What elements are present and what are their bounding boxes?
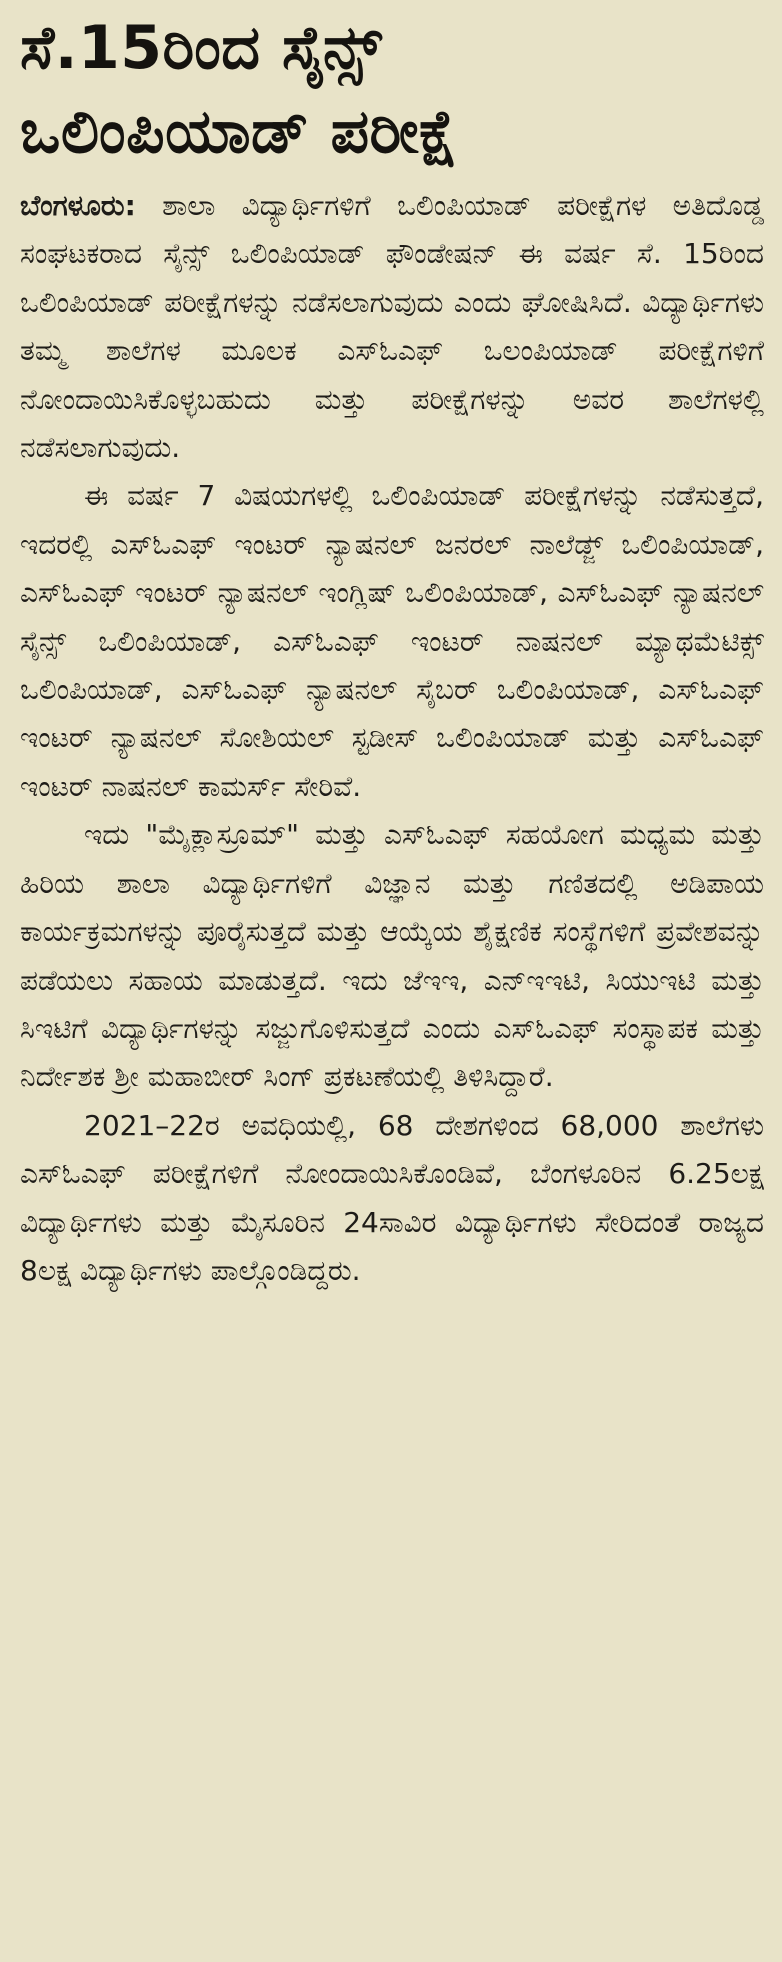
dateline: ಬೆಂಗಳೂರು: bbox=[20, 189, 136, 222]
headline-line-1: ಸೆ.15ರಿಂದ ಸೈನ್ಸ್ bbox=[20, 13, 383, 83]
paragraph-1 bbox=[20, 182, 764, 472]
paragraph-3: ಇದು "ಮೈಕ್ಲಾಸ್ರೂಮ್" ಮತ್ತು ಎಸ್‌ಓಎಫ್ ಸಹಯೋಗ ಮಧ್ಯಮ ಮತ್ತು ಹಿರಿಯ ಶಾಲಾ ವಿದ್ಯಾರ್ಥಿಗಳಿಗೆ ವಿಜ್ಞಾನ ಮತ್ತು ಗಣಿತದಲ್ಲಿ ಅಡಿಪಾಯ ಕಾರ್ಯಕ್ರಮಗಳನ್ನು ಪೂರೈಸುತ್ತದೆ ಮತ್ತು ಆಯ್ಕೆಯ ಶೈಕ್ಷಣಿಕ ಸಂಸ್ಥೆಗಳಿಗೆ ಪ್ರವೇಶವನ್ನು ಪಡೆಯಲು ಸಹಾಯ ಮಾಡುತ್ತದೆ. ಇದು ಜೆಇಇ, ಎನ್‌ಇಇಟಿ, ಸಿಯುಇಟಿ ಮತ್ತು ಸಿಇಟಿಗೆ ವಿದ್ಯಾರ್ಥಿಗಳನ್ನು ಸಜ್ಜುಗೊಳಿಸುತ್ತದೆ ಎಂದು ಎಸ್‌ಓಎಫ್ ಸಂಸ್ಥಾಪಕ ಮತ್ತು ನಿರ್ದೇಶಕ ಶ್ರೀ ಮಹಾಬೀರ್ ಸಿಂಗ್ ಪ್ರಕಟಣೆಯಲ್ಲಿ ತಿಳಿಸಿದ್ದಾರೆ. bbox=[20, 818, 764, 1094]
paragraph-4: 2021–22ರ ಅವಧಿಯಲ್ಲಿ, 68 ದೇಶಗಳಿಂದ 68,000 ಶಾಲೆಗಳು ಎಸ್‌ಓಎಫ್ ಪರೀಕ್ಷೆಗಳಿಗೆ ನೋಂದಾಯಿಸಿಕೊಂಡಿವೆ, ಬೆಂಗಳೂರಿನ 6.25ಲಕ್ಷ ವಿದ್ಯಾರ್ಥಿಗಳು ಮತ್ತು ಮೈಸೂರಿನ 24ಸಾವಿರ ವಿದ್ಯಾರ್ಥಿಗಳು ಸೇರಿದಂತೆ ರಾಜ್ಯದ 8ಲಕ್ಷ ವಿದ್ಯಾರ್ಥಿಗಳು ಪಾಲ್ಗೊಂಡಿದ್ದರು. bbox=[20, 1108, 764, 1287]
paragraph-2: ಈ ವರ್ಷ 7 ವಿಷಯಗಳಲ್ಲಿ ಒಲಿಂಪಿಯಾಡ್ ಪರೀಕ್ಷೆಗಳನ್ನು ನಡೆಸುತ್ತದೆ, ಇದರಲ್ಲಿ ಎಸ್‌ಓಎಫ್ ಇಂಟರ್ ನ್ಯಾಷನಲ್ ಜನರಲ್ ನಾಲೆಡ್ಜ್ ಒಲಿಂಪಿಯಾಡ್, ಎಸ್‌ಓಎಫ್ ಇಂಟರ್ ನ್ಯಾಷನಲ್ ಇಂಗ್ಲಿಷ್ ಒಲಿಂಪಿಯಾಡ್, ಎಸ್‌ಓಎಫ್ ನ್ಯಾಷನಲ್ ಸೈನ್ಸ್ ಒಲಿಂಪಿಯಾಡ್, ಎಸ್‌ಓಎಫ್ ಇಂಟರ್ ನಾಷನಲ್ ಮ್ಯಾಥಮೆಟಿಕ್ಸ್ ಒಲಿಂಪಿಯಾಡ್, ಎಸ್‌ಓಎಫ್ ನ್ಯಾಷನಲ್ ಸೈಬರ್ ಒಲಿಂಪಿಯಾಡ್, ಎಸ್‌ಓಎಫ್ ಇಂಟರ್ ನ್ಯಾಷನಲ್ ಸೋಶಿಯಲ್ ಸ್ಟಡೀಸ್ ಒಲಿಂಪಿಯಾಡ್ ಮತ್ತು ಎಸ್‌ಓಎಫ್ ಇಂಟರ್ ನಾಷನಲ್ ಕಾಮರ್ಸ್ ಸೇರಿವೆ. bbox=[20, 479, 764, 803]
article-body bbox=[20, 182, 764, 1295]
headline bbox=[20, 6, 764, 174]
headline-line-2: ಒಲಿಂಪಿಯಾಡ್ ಪರೀಕ್ಷೆ bbox=[20, 97, 459, 167]
paragraph-1-text: ಶಾಲಾ ವಿದ್ಯಾರ್ಥಿಗಳಿಗೆ ಒಲಿಂಪಿಯಾಡ್ ಪರೀಕ್ಷೆಗಳ ಅತಿದೊಡ್ಡ ಸಂಘಟಕರಾದ ಸೈನ್ಸ್ ಒಲಿಂಪಿಯಾಡ್ ಫೌಂಡೇಷನ್ ಈ ವರ್ಷ ಸೆ. 15ರಿಂದ ಒಲಿಂಪಿಯಾಡ್ ಪರೀಕ್ಷೆಗಳನ್ನು ನಡೆಸಲಾಗುವುದು ಎಂದು ಘೋಷಿಸಿದೆ. ವಿದ್ಯಾರ್ಥಿಗಳು ತಮ್ಮ ಶಾಲೆಗಳ ಮೂಲಕ ಎಸ್‌ಓಎಫ್ ಒಲಂಪಿಯಾಡ್ ಪರೀಕ್ಷೆಗಳಿಗೆ ನೋಂದಾಯಿಸಿಕೊಳ್ಳಬಹುದು ಮತ್ತು ಪರೀಕ್ಷೆಗಳನ್ನು ಅವರ ಶಾಲೆಗಳಲ್ಲಿ ನಡೆಸಲಾಗುವುದು. bbox=[20, 189, 764, 465]
